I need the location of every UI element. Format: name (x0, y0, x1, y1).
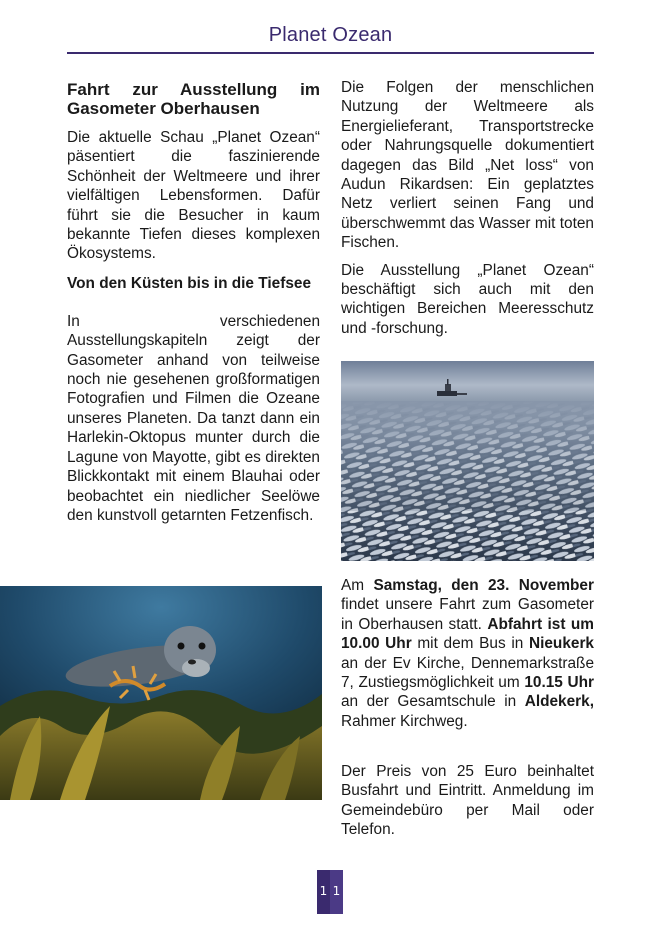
event-text-6: Rahmer Kirchweg. (341, 712, 468, 730)
fishing-boat-dead-fish-photo (341, 361, 594, 561)
event-place-1: Nieukerk (528, 635, 594, 653)
consequences-paragraph: Die Folgen der menschlichen Nutzung der Weltmeere als Energielieferant, Transportstrecke oder Nahrungsquelle dokumentiert dagegen das Bild „Net loss“ von Audun Rikardsen: Ein geplatztes Netz verliert seinen Fang und überschwemmt das Wasser mit toten Fischen. (341, 79, 594, 252)
section-subheading: Von den Küsten bis in die Tiefsee (67, 274, 312, 292)
right-column (341, 78, 594, 338)
page-number-left (317, 870, 330, 914)
event-text-4: an der Ev Kirche, Dennemarkstraße 7, Zustiegsmöglichkeit um (341, 654, 594, 692)
article-title: Fahrt zur Ausstellung im Gasometer Oberhausen (67, 80, 320, 118)
intro-paragraph: Die aktuelle Schau „Planet Ozean“ päsentiert die faszinierende Schönheit der Weltmeere und ihrer vielfältigen Lebensformen. Dafür führt sie die Besucher in kaum bekannte Tiefen dieses komplexen Ökosystems. (67, 129, 320, 263)
event-text-1: Am (341, 577, 374, 594)
event-departure: Abfahrt ist um 10.00 Uhr (341, 615, 594, 653)
event-date: Samstag, den 23. November (373, 577, 594, 594)
event-text-3: mit dem Bus in (411, 635, 529, 653)
page-digit-right: 1 (332, 884, 341, 898)
event-place-2: Aldekerk, (524, 693, 594, 711)
page-header-title: Planet Ozean (268, 24, 393, 46)
page-digit-left: 1 (319, 884, 328, 898)
event-time-2: 10.15 Uhr (524, 674, 594, 692)
page-number-right (330, 870, 343, 914)
price-paragraph (341, 762, 594, 840)
focus-paragraph: Die Ausstellung „Planet Ozean“ beschäftigt sich auch mit den wichtigen Bereichen Meeresschutz und -forschung. (341, 261, 594, 337)
event-paragraph (341, 576, 594, 731)
body-paragraph: In verschiedenen Ausstellungskapiteln zeigt der Gasometer anhand von teilweise noch nie gesehenen großformatigen Fotografien und Filmen die Ozeane unseres Planeten. Da tanzt dann ein Harlekin-Oktopus munter durch die Lagune von Mayotte, gibt es direkten Blickkontakt mit einem Blauhai oder beobachtet ein niedlicher Seelöwe den kunstvoll getarnten Fetzenfisch. (67, 312, 320, 524)
page-number-badge (317, 870, 343, 914)
event-text-5: an der Gesamtschule in (341, 693, 525, 711)
sea-lion-kelp-photo (0, 586, 322, 800)
dead-fish-photo (341, 361, 594, 561)
event-text-2: findet unsere Fahrt zum Gasometer in Oberhausen statt. (341, 596, 594, 633)
sea-lion-photo (0, 586, 322, 800)
left-column (67, 80, 320, 525)
header-divider (67, 52, 594, 54)
price-text: Der Preis von 25 Euro beinhaltet Busfahrt und Eintritt. Anmeldung im Gemeindebüro per Mail oder Telefon. (341, 763, 594, 839)
